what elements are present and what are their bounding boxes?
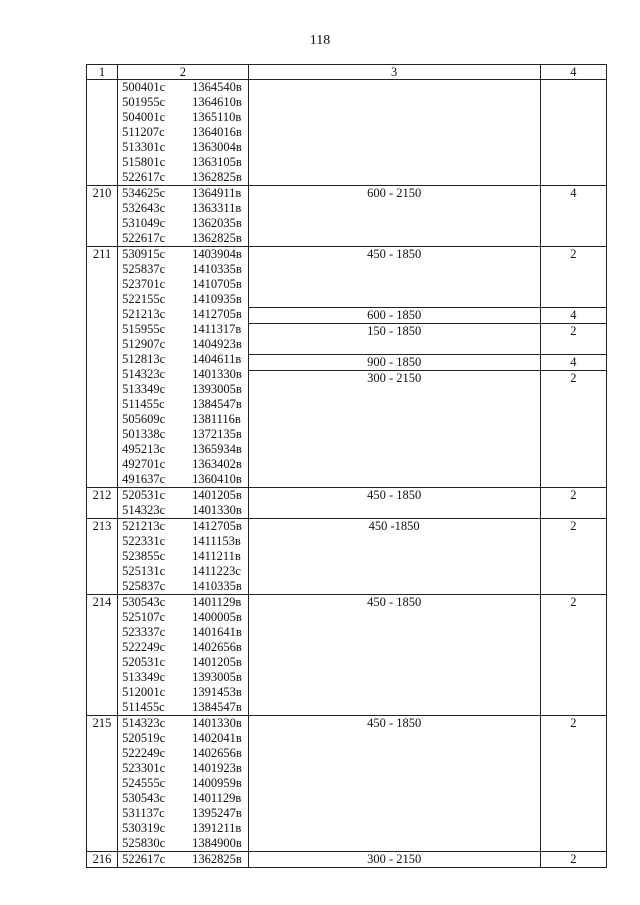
group-row <box>87 488 607 519</box>
longitude-value: 1412705в <box>192 519 242 533</box>
latitude-value: 523337с <box>122 625 166 639</box>
longitude-value: 1412705в <box>192 307 242 321</box>
header-col-4: 4 <box>540 65 606 80</box>
coordinate-pair <box>118 95 248 110</box>
latitude-value: 520519с <box>122 731 166 745</box>
coordinate-pair <box>118 367 248 382</box>
latitude-value: 500401с <box>122 80 166 94</box>
altitude-range: 600 - 1850 <box>249 308 540 324</box>
altitude-range <box>249 277 540 292</box>
altitude-range: 450 - 1850 <box>367 595 422 609</box>
latitude-value: 520531с <box>122 655 166 669</box>
latitude-value: 513349с <box>122 670 166 684</box>
class-code <box>541 339 606 355</box>
class-code: 2 <box>541 371 606 387</box>
altitude-range-cell <box>248 247 540 488</box>
latitude-value: 511455с <box>122 397 165 411</box>
longitude-value: 1410935в <box>192 292 242 306</box>
longitude-value: 1363004в <box>192 140 242 154</box>
altitude-range: 300 - 2150 <box>249 371 540 387</box>
coordinate-pair <box>118 791 248 806</box>
coordinate-pair <box>118 80 248 95</box>
coordinate-pair <box>118 186 248 201</box>
coordinate-pair <box>118 125 248 140</box>
coordinate-pair <box>118 201 248 216</box>
latitude-value: 505609с <box>122 412 166 426</box>
row-number <box>87 80 118 186</box>
longitude-value: 1401330в <box>192 716 242 730</box>
longitude-value: 1404611в <box>192 352 242 366</box>
coordinate-pair <box>118 277 248 292</box>
longitude-value: 1401330в <box>192 503 242 517</box>
class-code-cell <box>540 519 606 595</box>
class-code-cell <box>540 247 606 488</box>
class-code <box>541 292 606 308</box>
coordinate-pair <box>118 427 248 442</box>
class-code-cell <box>540 595 606 716</box>
longitude-value: 1403904в <box>192 247 242 261</box>
coordinate-pair <box>118 170 248 185</box>
coordinate-pair <box>118 700 248 715</box>
coordinates-cell <box>118 519 249 595</box>
header-col-2: 2 <box>118 65 249 80</box>
coordinate-pair <box>118 685 248 700</box>
coordinate-pair <box>118 534 248 549</box>
altitude-range <box>249 262 540 277</box>
longitude-value: 1362035в <box>192 216 242 230</box>
altitude-range-cell <box>248 488 540 519</box>
latitude-value: 521213с <box>122 519 166 533</box>
latitude-value: 511455с <box>122 700 165 714</box>
coordinate-pair <box>118 457 248 472</box>
class-code-cell <box>540 716 606 852</box>
latitude-value: 523701с <box>122 277 166 291</box>
coordinates-cell <box>118 488 249 519</box>
coordinate-pair <box>118 155 248 170</box>
coordinate-pair <box>118 352 248 367</box>
altitude-range-cell <box>248 186 540 247</box>
group-row <box>87 186 607 247</box>
coordinate-pair <box>118 595 248 610</box>
header-row <box>87 65 607 80</box>
latitude-value: 521213с <box>122 307 166 321</box>
longitude-value: 1401641в <box>192 625 242 639</box>
longitude-value: 1362825в <box>192 852 242 866</box>
latitude-value: 520531с <box>122 488 166 502</box>
coordinates-cell <box>118 247 249 488</box>
longitude-value: 1391211в <box>192 821 242 835</box>
latitude-value: 511207с <box>122 125 165 139</box>
longitude-value: 1360410в <box>192 472 242 486</box>
longitude-value: 1363402в <box>192 457 242 471</box>
altitude-range: 600 - 2150 <box>367 186 422 200</box>
longitude-value: 1411223с <box>192 564 241 578</box>
latitude-value: 522617с <box>122 852 166 866</box>
latitude-value: 513349с <box>122 382 166 396</box>
longitude-value: 1410705в <box>192 277 242 291</box>
coordinate-pair <box>118 322 248 337</box>
coordinate-pair <box>118 337 248 352</box>
longitude-value: 1401129в <box>192 791 242 805</box>
row-number: 210 <box>87 186 118 247</box>
group-row <box>87 852 607 868</box>
longitude-value: 1384547в <box>192 700 242 714</box>
coordinate-pair <box>118 231 248 246</box>
latitude-value: 523855с <box>122 549 166 563</box>
latitude-value: 531049с <box>122 216 166 230</box>
coordinate-pair <box>118 655 248 670</box>
longitude-value: 1402041в <box>192 731 242 745</box>
coordinate-pair <box>118 625 248 640</box>
class-code <box>541 277 606 292</box>
latitude-value: 524555с <box>122 776 166 790</box>
altitude-range: 900 - 1850 <box>249 355 540 371</box>
latitude-value: 513301с <box>122 140 166 154</box>
longitude-value: 1395247в <box>192 806 242 820</box>
longitude-value: 1404923в <box>192 337 242 351</box>
longitude-value: 1400005в <box>192 610 242 624</box>
altitude-range-cell <box>248 80 540 186</box>
coordinate-pair <box>118 610 248 625</box>
coordinate-pair <box>118 731 248 746</box>
altitude-range-cell <box>248 716 540 852</box>
longitude-value: 1363311в <box>192 201 242 215</box>
longitude-value: 1393005в <box>192 382 242 396</box>
longitude-value: 1401205в <box>192 488 242 502</box>
group-row <box>87 80 607 186</box>
class-code-cell <box>540 488 606 519</box>
coordinate-pair <box>118 761 248 776</box>
longitude-value: 1411317в <box>192 322 242 336</box>
longitude-value: 1384547в <box>192 397 242 411</box>
class-code-cell <box>540 186 606 247</box>
coordinate-pair <box>118 821 248 836</box>
coordinate-pair <box>118 488 248 503</box>
header-col-1: 1 <box>87 65 118 80</box>
row-number: 215 <box>87 716 118 852</box>
coordinate-pair <box>118 549 248 564</box>
latitude-value: 515801с <box>122 155 166 169</box>
latitude-value: 525837с <box>122 262 166 276</box>
coordinate-pair <box>118 640 248 655</box>
altitude-range: 450 - 1850 <box>367 247 422 261</box>
latitude-value: 523301с <box>122 761 166 775</box>
coordinate-pair <box>118 397 248 412</box>
coordinate-pair <box>118 216 248 231</box>
coordinate-pair <box>118 110 248 125</box>
latitude-value: 514323с <box>122 367 166 381</box>
latitude-value: 514323с <box>122 503 166 517</box>
class-code: 2 <box>541 324 606 340</box>
class-code: 2 <box>570 247 577 261</box>
coordinates-cell <box>118 716 249 852</box>
latitude-value: 522249с <box>122 746 166 760</box>
group-row <box>87 716 607 852</box>
coordinate-pair <box>118 579 248 594</box>
coordinate-pair <box>118 140 248 155</box>
latitude-value: 522331с <box>122 534 166 548</box>
coordinate-pair <box>118 519 248 534</box>
coordinate-pair <box>118 262 248 277</box>
latitude-value: 522617с <box>122 170 166 184</box>
altitude-range <box>249 292 540 308</box>
coordinate-pair <box>118 292 248 307</box>
class-code <box>541 262 606 277</box>
altitude-range: 450 - 1850 <box>367 716 422 730</box>
longitude-value: 1364540в <box>192 80 242 94</box>
latitude-value: 530319с <box>122 821 166 835</box>
coordinate-pair <box>118 472 248 487</box>
longitude-value: 1365934в <box>192 442 242 456</box>
longitude-value: 1400959в <box>192 776 242 790</box>
latitude-value: 515955с <box>122 322 166 336</box>
longitude-value: 1362825в <box>192 170 242 184</box>
coordinates-cell <box>118 852 249 868</box>
coordinates-cell <box>118 186 249 247</box>
page-number: 118 <box>309 33 331 48</box>
longitude-value: 1364610в <box>192 95 242 109</box>
coordinate-pair <box>118 670 248 685</box>
latitude-value: 525830с <box>122 836 166 850</box>
longitude-value: 1401129в <box>192 595 242 609</box>
coordinate-pair <box>118 412 248 427</box>
row-number: 214 <box>87 595 118 716</box>
coordinate-pair <box>118 382 248 397</box>
latitude-value: 512907с <box>122 337 166 351</box>
class-code: 2 <box>570 852 577 866</box>
longitude-value: 1410335в <box>192 579 242 593</box>
coordinate-pair <box>118 503 248 518</box>
coordinate-pair <box>118 776 248 791</box>
altitude-range: 150 - 1850 <box>249 324 540 340</box>
latitude-value: 514323с <box>122 716 166 730</box>
altitude-range: 300 - 2150 <box>367 852 422 866</box>
longitude-value: 1372135в <box>192 427 242 441</box>
longitude-value: 1391453в <box>192 685 242 699</box>
class-code: 2 <box>570 716 577 730</box>
longitude-value: 1411211в <box>192 549 241 563</box>
row-number: 216 <box>87 852 118 868</box>
longitude-value: 1381116в <box>192 412 241 426</box>
longitude-value: 1402656в <box>192 746 242 760</box>
class-code: 4 <box>541 308 606 324</box>
latitude-value: 491637с <box>122 472 166 486</box>
longitude-value: 1393005в <box>192 670 242 684</box>
altitude-range-cell <box>248 519 540 595</box>
latitude-value: 530915с <box>122 247 166 261</box>
longitude-value: 1402656в <box>192 640 242 654</box>
coordinates-table <box>86 64 607 868</box>
longitude-value: 1362825в <box>192 231 242 245</box>
longitude-value: 1401205в <box>192 655 242 669</box>
class-code-cell <box>540 80 606 186</box>
coordinate-pair <box>118 716 248 731</box>
class-code: 2 <box>570 488 577 502</box>
row-number: 211 <box>87 247 118 488</box>
class-code: 2 <box>570 519 577 533</box>
altitude-range-cell <box>248 595 540 716</box>
header-col-3: 3 <box>248 65 540 80</box>
coordinate-pair <box>118 806 248 821</box>
latitude-value: 525837с <box>122 579 166 593</box>
latitude-value: 525107с <box>122 610 166 624</box>
row-number: 212 <box>87 488 118 519</box>
coordinate-pair <box>118 564 248 579</box>
latitude-value: 495213с <box>122 442 166 456</box>
latitude-value: 501338с <box>122 427 166 441</box>
latitude-value: 530543с <box>122 595 166 609</box>
coordinate-pair <box>118 247 248 262</box>
longitude-value: 1401330в <box>192 367 242 381</box>
longitude-value: 1384900в <box>192 836 242 850</box>
latitude-value: 522249с <box>122 640 166 654</box>
latitude-value: 522155с <box>122 292 166 306</box>
latitude-value: 525131с <box>122 564 166 578</box>
coordinate-pair <box>118 307 248 322</box>
group-row <box>87 519 607 595</box>
altitude-range: 450 -1850 <box>368 519 420 533</box>
coordinates-cell <box>118 595 249 716</box>
group-row <box>87 595 607 716</box>
longitude-value: 1364016в <box>192 125 242 139</box>
latitude-value: 512001с <box>122 685 166 699</box>
altitude-range: 450 - 1850 <box>367 488 422 502</box>
coordinate-pair <box>118 852 248 867</box>
longitude-value: 1401923в <box>192 761 242 775</box>
latitude-value: 504001с <box>122 110 166 124</box>
latitude-value: 501955с <box>122 95 166 109</box>
coordinates-cell <box>118 80 249 186</box>
row-number: 213 <box>87 519 118 595</box>
latitude-value: 522617с <box>122 231 166 245</box>
class-code: 4 <box>570 186 577 200</box>
class-code-cell <box>540 852 606 868</box>
longitude-value: 1363105в <box>192 155 242 169</box>
longitude-value: 1365110в <box>192 110 242 124</box>
latitude-value: 530543с <box>122 791 166 805</box>
longitude-value: 1364911в <box>192 186 242 200</box>
class-code: 4 <box>541 355 606 371</box>
latitude-value: 534625с <box>122 186 166 200</box>
group-row <box>87 247 607 488</box>
class-code: 2 <box>570 595 577 609</box>
coordinate-pair <box>118 746 248 761</box>
latitude-value: 532643с <box>122 201 166 215</box>
latitude-value: 531137с <box>122 806 165 820</box>
longitude-value: 1410335в <box>192 262 242 276</box>
longitude-value: 1411153в <box>192 534 241 548</box>
coordinate-pair <box>118 836 248 851</box>
latitude-value: 492701с <box>122 457 166 471</box>
latitude-value: 512813с <box>122 352 166 366</box>
altitude-range-cell <box>248 852 540 868</box>
altitude-range <box>249 339 540 355</box>
coordinate-pair <box>118 442 248 457</box>
